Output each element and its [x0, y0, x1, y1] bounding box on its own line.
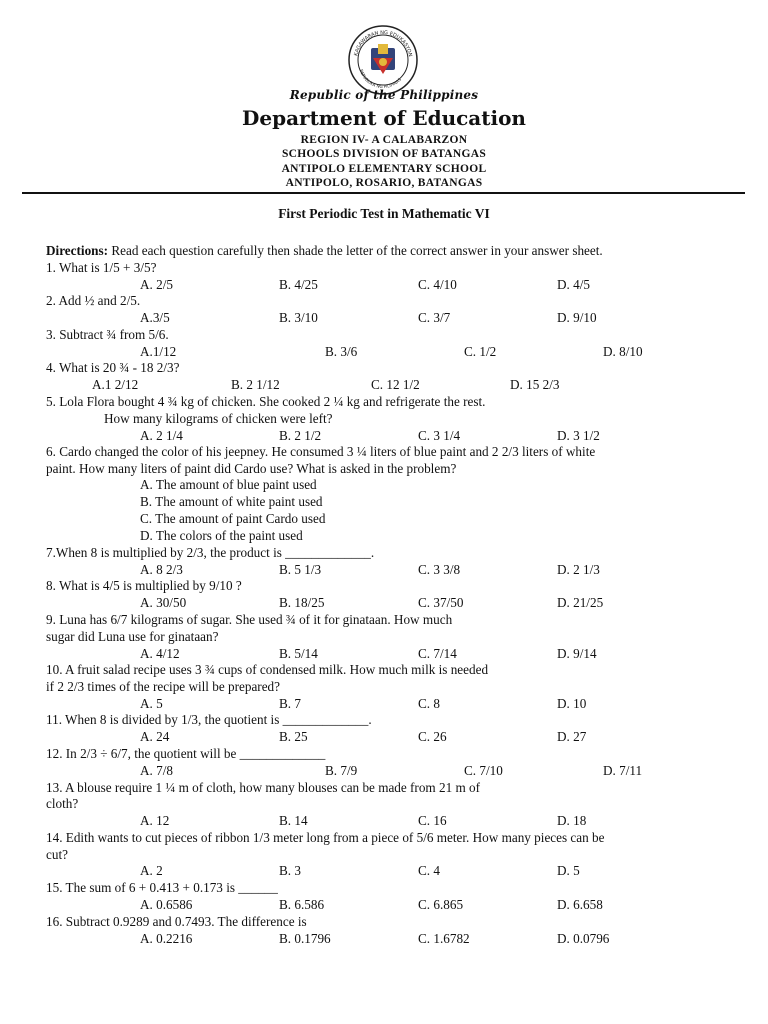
question-10: 10. A fruit salad recipe uses 3 ¾ cups of condensed milk. How much milk is needed — [46, 662, 489, 677]
choice-d: D. 18 — [557, 813, 587, 828]
question-13: 13. A blouse require 1 ¼ m of cloth, how many blouses can be made from 21 m of — [46, 780, 481, 795]
question-9-cont: sugar did Luna use for ginataan? — [46, 629, 219, 644]
question-7: 7.When 8 is multiplied by 2/3, the product is _____________. — [46, 545, 375, 560]
question-9: 9. Luna has 6/7 kilograms of sugar. She used ¾ of it for ginataan. How much — [46, 612, 453, 627]
department-name: Department of Education — [242, 106, 526, 130]
test-title: First Periodic Test in Mathematic VI — [278, 206, 490, 221]
choice-d: D. 5 — [557, 863, 580, 878]
choice-a: A. 7/8 — [140, 763, 173, 778]
choice-a: A. 2 1/4 — [140, 428, 183, 443]
school-line: ANTIPOLO ELEMENTARY SCHOOL — [281, 163, 487, 175]
choice-d: D. 21/25 — [557, 595, 604, 610]
choice-c: C. 12 1/2 — [371, 377, 420, 392]
choice-a: A. The amount of blue paint used — [140, 477, 317, 492]
choice-b: B. 7 — [279, 696, 301, 711]
choice-c: C. 37/50 — [418, 595, 464, 610]
question-5-cont: How many kilograms of chicken were left? — [104, 411, 333, 426]
choice-d: D. 15 2/3 — [510, 377, 560, 392]
question-14-cont: cut? — [46, 847, 68, 862]
choice-a: A. 12 — [140, 813, 170, 828]
question-6: 6. Cardo changed the color of his jeepney. He consumed 3 ¼ liters of blue paint and 2 2/3 liters of white — [46, 444, 596, 459]
choice-a: A.3/5 — [140, 310, 170, 325]
choice-c: C. 3 1/4 — [418, 428, 461, 443]
choice-b: B. 2 1/12 — [231, 377, 280, 392]
choice-d: D. 27 — [557, 729, 587, 744]
choice-a: A. 0.2216 — [140, 931, 193, 946]
question-10-cont: if 2 2/3 times of the recipe will be prepared? — [46, 679, 280, 694]
choice-b: B. 0.1796 — [279, 931, 331, 946]
choice-c: C. 1/2 — [464, 344, 497, 359]
question-1: 1. What is 1/5 + 3/5? — [46, 260, 157, 275]
choice-a: A. 4/12 — [140, 646, 180, 661]
question-15: 15. The sum of 6 + 0.413 + 0.173 is ______ — [46, 880, 278, 895]
choice-c: C. 7/14 — [418, 646, 457, 661]
choice-d: D. The colors of the paint used — [140, 528, 303, 543]
question-5: 5. Lola Flora bought 4 ¾ kg of chicken. She cooked 2 ¼ kg and refrigerate the rest. — [46, 394, 486, 409]
choice-c: C. 16 — [418, 813, 447, 828]
choice-c: C. 4 — [418, 863, 440, 878]
question-11: 11. When 8 is divided by 1/3, the quotient is _____________. — [46, 712, 372, 727]
directions — [46, 243, 603, 259]
choice-b: B. The amount of white paint used — [140, 494, 323, 509]
address-line: ANTIPOLO, ROSARIO, BATANGAS — [285, 177, 483, 189]
choice-b: B. 7/9 — [325, 763, 358, 778]
choice-a: A. 30/50 — [140, 595, 187, 610]
choice-c: C. 6.865 — [418, 897, 464, 912]
choice-a: A. 2/5 — [140, 277, 173, 292]
deped-seal — [347, 24, 419, 96]
choice-b: B. 5 1/3 — [279, 562, 322, 577]
question-12: 12. In 2/3 ÷ 6/7, the quotient will be _____________ — [46, 746, 326, 761]
choice-d: D. 6.658 — [557, 897, 603, 912]
svg-text:KAGAWARAN NG EDUKASYON: KAGAWARAN NG EDUKASYON — [353, 29, 413, 58]
choice-a: A. 5 — [140, 696, 163, 711]
question-6-cont: paint. How many liters of paint did Cardo use? What is asked in the problem? — [46, 461, 457, 476]
choice-d: D. 0.0796 — [557, 931, 610, 946]
choice-d: D. 3 1/2 — [557, 428, 600, 443]
choice-c: C. 26 — [418, 729, 447, 744]
question-14: 14. Edith wants to cut pieces of ribbon 1/3 meter long from a piece of 5/6 meter. How many pieces can be — [46, 830, 605, 845]
choice-b: B. 3 — [279, 863, 301, 878]
choice-c: C. 3/7 — [418, 310, 451, 325]
choice-b: B. 4/25 — [279, 277, 318, 292]
choice-d: D. 4/5 — [557, 277, 590, 292]
directions-label: Directions: — [46, 243, 109, 258]
choice-b: B. 3/6 — [325, 344, 358, 359]
choice-c: C. The amount of paint Cardo used — [140, 511, 326, 526]
choice-c: C. 3 3/8 — [418, 562, 461, 577]
choice-d: D. 2 1/3 — [557, 562, 600, 577]
choice-d: D. 8/10 — [603, 344, 643, 359]
choice-d: D. 9/10 — [557, 310, 597, 325]
choice-b: B. 18/25 — [279, 595, 325, 610]
question-3: 3. Subtract ¾ from 5/6. — [46, 327, 169, 342]
choice-d: D. 10 — [557, 696, 587, 711]
region-line: REGION IV- A CALABARZON — [300, 134, 468, 146]
question-4: 4. What is 20 ¾ - 18 2/3? — [46, 360, 180, 375]
republic-header: Republic of the Philippines — [289, 88, 479, 102]
choice-c: C. 7/10 — [464, 763, 503, 778]
choice-b: B. 5/14 — [279, 646, 318, 661]
choice-b: B. 3/10 — [279, 310, 318, 325]
question-13-cont: cloth? — [46, 796, 79, 811]
choice-d: D. 7/11 — [603, 763, 643, 778]
question-16: 16. Subtract 0.9289 and 0.7493. The difference is — [46, 914, 307, 929]
choice-b: B. 14 — [279, 813, 308, 828]
choice-b: B. 25 — [279, 729, 308, 744]
choice-a: A. 8 2/3 — [140, 562, 183, 577]
svg-text:REPUBLIKA NG PILIPINAS: REPUBLIKA NG PILIPINAS — [358, 68, 403, 90]
choice-d: D. 9/14 — [557, 646, 597, 661]
division-line: SCHOOLS DIVISION OF BATANGAS — [281, 148, 487, 160]
choice-a: A.1/12 — [140, 344, 177, 359]
choice-a: A.1 2/12 — [92, 377, 139, 392]
choice-a: A. 24 — [140, 729, 170, 744]
choice-b: B. 2 1/2 — [279, 428, 322, 443]
choice-c: C. 4/10 — [418, 277, 457, 292]
choice-c: C. 1.6782 — [418, 931, 470, 946]
directions-text: Read each question carefully then shade the letter of the correct answer in your answer sheet. — [111, 243, 603, 258]
choice-a: A. 0.6586 — [140, 897, 193, 912]
question-8: 8. What is 4/5 is multiplied by 9/10 ? — [46, 578, 242, 593]
question-2: 2. Add ½ and 2/5. — [46, 293, 141, 308]
choice-b: B. 6.586 — [279, 897, 325, 912]
choice-c: C. 8 — [418, 696, 440, 711]
header-divider — [22, 192, 745, 194]
choice-a: A. 2 — [140, 863, 163, 878]
